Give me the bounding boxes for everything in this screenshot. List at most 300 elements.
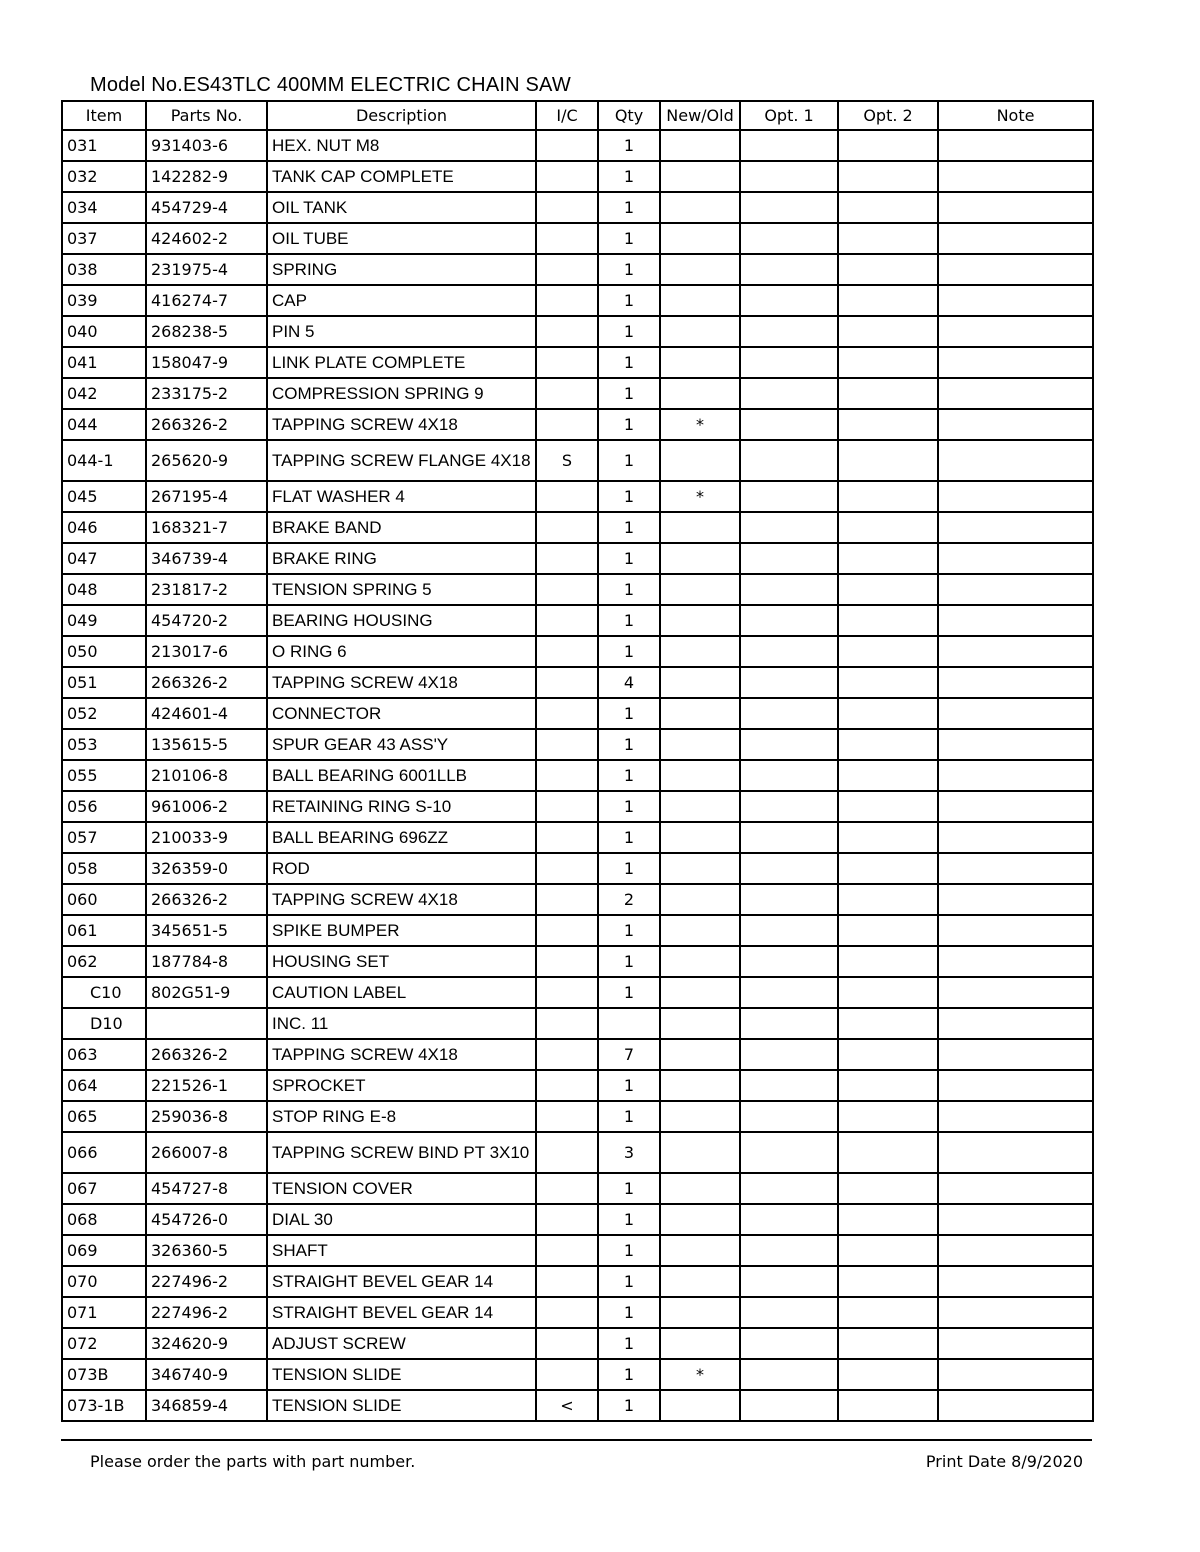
- table-row: [62, 1266, 1093, 1297]
- cell-qty: 3: [598, 1132, 660, 1173]
- cell-opt-1: [740, 481, 838, 512]
- cell-parts-no: 454727-8: [146, 1173, 267, 1204]
- table-row: [62, 698, 1093, 729]
- cell-opt-2: [838, 161, 938, 192]
- column-header-new-old: New/Old: [660, 101, 740, 130]
- cell-item: 064: [62, 1070, 146, 1101]
- cell-description: FLAT WASHER 4: [267, 481, 536, 512]
- cell-new-old: *: [660, 1359, 740, 1390]
- cell-description: TAPPING SCREW 4X18: [267, 1039, 536, 1070]
- cell-new-old: [660, 161, 740, 192]
- cell-item: 041: [62, 347, 146, 378]
- cell-ic: [536, 378, 598, 409]
- cell-description: STOP RING E-8: [267, 1101, 536, 1132]
- cell-item: 051: [62, 667, 146, 698]
- parts-table-body: [62, 130, 1093, 1421]
- cell-parts-no: 266007-8: [146, 1132, 267, 1173]
- cell-qty: 1: [598, 574, 660, 605]
- cell-new-old: [660, 1297, 740, 1328]
- cell-opt-2: [838, 440, 938, 481]
- cell-opt-2: [838, 760, 938, 791]
- cell-item: 060: [62, 884, 146, 915]
- cell-item: 073B: [62, 1359, 146, 1390]
- cell-ic: [536, 543, 598, 574]
- cell-ic: [536, 1266, 598, 1297]
- cell-qty: 1: [598, 760, 660, 791]
- table-row: [62, 946, 1093, 977]
- cell-note: [938, 574, 1093, 605]
- cell-ic: [536, 130, 598, 161]
- cell-opt-2: [838, 1039, 938, 1070]
- cell-note: [938, 1266, 1093, 1297]
- cell-parts-no: 346740-9: [146, 1359, 267, 1390]
- cell-item: 067: [62, 1173, 146, 1204]
- column-header-note: Note: [938, 101, 1093, 130]
- cell-opt-1: [740, 1039, 838, 1070]
- cell-qty: 1: [598, 347, 660, 378]
- cell-note: [938, 698, 1093, 729]
- cell-note: [938, 1328, 1093, 1359]
- cell-new-old: [660, 512, 740, 543]
- cell-ic: [536, 636, 598, 667]
- cell-ic: [536, 481, 598, 512]
- cell-item: C10: [62, 977, 146, 1008]
- table-row: [62, 130, 1093, 161]
- cell-opt-2: [838, 729, 938, 760]
- cell-opt-1: [740, 285, 838, 316]
- cell-note: [938, 853, 1093, 884]
- cell-parts-no: 233175-2: [146, 378, 267, 409]
- cell-parts-no: 802G51-9: [146, 977, 267, 1008]
- cell-parts-no: 221526-1: [146, 1070, 267, 1101]
- cell-new-old: [660, 1101, 740, 1132]
- cell-item: 042: [62, 378, 146, 409]
- cell-note: [938, 440, 1093, 481]
- cell-qty: 1: [598, 1359, 660, 1390]
- cell-item: 055: [62, 760, 146, 791]
- cell-new-old: [660, 130, 740, 161]
- cell-ic: [536, 1132, 598, 1173]
- table-row: [62, 1328, 1093, 1359]
- cell-note: [938, 884, 1093, 915]
- cell-new-old: [660, 729, 740, 760]
- cell-parts-no: 168321-7: [146, 512, 267, 543]
- column-header-qty: Qty: [598, 101, 660, 130]
- cell-opt-2: [838, 1132, 938, 1173]
- cell-new-old: [660, 285, 740, 316]
- cell-ic: [536, 884, 598, 915]
- cell-note: [938, 915, 1093, 946]
- cell-parts-no: 424601-4: [146, 698, 267, 729]
- cell-description: LINK PLATE COMPLETE: [267, 347, 536, 378]
- cell-opt-1: [740, 729, 838, 760]
- table-row: [62, 667, 1093, 698]
- cell-opt-2: [838, 481, 938, 512]
- cell-ic: [536, 1204, 598, 1235]
- cell-ic: [536, 254, 598, 285]
- cell-new-old: [660, 574, 740, 605]
- cell-opt-1: [740, 760, 838, 791]
- cell-opt-1: [740, 1008, 838, 1039]
- cell-description: OIL TANK: [267, 192, 536, 223]
- cell-new-old: [660, 347, 740, 378]
- cell-item: 046: [62, 512, 146, 543]
- cell-parts-no: 231975-4: [146, 254, 267, 285]
- cell-new-old: [660, 822, 740, 853]
- cell-item: 068: [62, 1204, 146, 1235]
- cell-opt-2: [838, 791, 938, 822]
- footer-order-note: Please order the parts with part number.: [90, 1452, 416, 1471]
- cell-ic: [536, 822, 598, 853]
- cell-parts-no: 267195-4: [146, 481, 267, 512]
- cell-parts-no: 345651-5: [146, 915, 267, 946]
- cell-new-old: [660, 1070, 740, 1101]
- footer-print-date: Print Date 8/9/2020: [925, 1452, 1083, 1471]
- cell-qty: 4: [598, 667, 660, 698]
- cell-new-old: [660, 791, 740, 822]
- cell-opt-2: [838, 667, 938, 698]
- cell-opt-1: [740, 1359, 838, 1390]
- cell-parts-no: 326360-5: [146, 1235, 267, 1266]
- cell-item: 070: [62, 1266, 146, 1297]
- cell-new-old: *: [660, 409, 740, 440]
- cell-description: HEX. NUT M8: [267, 130, 536, 161]
- cell-qty: 1: [598, 822, 660, 853]
- cell-qty: 1: [598, 130, 660, 161]
- cell-description: HOUSING SET: [267, 946, 536, 977]
- cell-opt-2: [838, 946, 938, 977]
- cell-qty: 1: [598, 1070, 660, 1101]
- cell-opt-2: [838, 223, 938, 254]
- cell-qty: 1: [598, 378, 660, 409]
- cell-ic: [536, 192, 598, 223]
- cell-qty: 1: [598, 254, 660, 285]
- cell-ic: [536, 512, 598, 543]
- table-row: [62, 543, 1093, 574]
- cell-item: 056: [62, 791, 146, 822]
- cell-opt-1: [740, 1328, 838, 1359]
- cell-parts-no: 324620-9: [146, 1328, 267, 1359]
- cell-new-old: [660, 316, 740, 347]
- cell-qty: 1: [598, 698, 660, 729]
- cell-opt-2: [838, 543, 938, 574]
- cell-item: 044: [62, 409, 146, 440]
- cell-description: TENSION SPRING 5: [267, 574, 536, 605]
- cell-parts-no: 158047-9: [146, 347, 267, 378]
- cell-opt-2: [838, 636, 938, 667]
- cell-opt-2: [838, 977, 938, 1008]
- cell-qty: 1: [598, 409, 660, 440]
- cell-note: [938, 1039, 1093, 1070]
- cell-item: 031: [62, 130, 146, 161]
- cell-note: [938, 347, 1093, 378]
- cell-opt-2: [838, 130, 938, 161]
- cell-item: 071: [62, 1297, 146, 1328]
- cell-item: 053: [62, 729, 146, 760]
- cell-new-old: [660, 946, 740, 977]
- cell-opt-1: [740, 853, 838, 884]
- cell-item: 038: [62, 254, 146, 285]
- cell-opt-2: [838, 853, 938, 884]
- cell-parts-no: 210033-9: [146, 822, 267, 853]
- cell-ic: [536, 977, 598, 1008]
- cell-opt-2: [838, 409, 938, 440]
- cell-item: 047: [62, 543, 146, 574]
- cell-item: 049: [62, 605, 146, 636]
- cell-opt-1: [740, 161, 838, 192]
- cell-opt-2: [838, 1008, 938, 1039]
- cell-new-old: [660, 884, 740, 915]
- cell-ic: [536, 946, 598, 977]
- cell-description: SHAFT: [267, 1235, 536, 1266]
- cell-ic: S: [536, 440, 598, 481]
- cell-opt-1: [740, 1297, 838, 1328]
- cell-opt-1: [740, 543, 838, 574]
- cell-ic: [536, 285, 598, 316]
- cell-opt-2: [838, 605, 938, 636]
- cell-item: 045: [62, 481, 146, 512]
- cell-opt-1: [740, 1173, 838, 1204]
- cell-opt-2: [838, 378, 938, 409]
- cell-new-old: [660, 1390, 740, 1421]
- cell-note: [938, 512, 1093, 543]
- cell-qty: 1: [598, 605, 660, 636]
- cell-qty: 1: [598, 1235, 660, 1266]
- table-row: [62, 409, 1093, 440]
- cell-opt-2: [838, 285, 938, 316]
- cell-item: 062: [62, 946, 146, 977]
- table-row: [62, 605, 1093, 636]
- cell-item: 044-1: [62, 440, 146, 481]
- cell-item: 073-1B: [62, 1390, 146, 1421]
- table-row: [62, 512, 1093, 543]
- cell-ic: [536, 1328, 598, 1359]
- cell-note: [938, 1070, 1093, 1101]
- cell-qty: 1: [598, 1328, 660, 1359]
- cell-qty: 1: [598, 853, 660, 884]
- table-row: [62, 1039, 1093, 1070]
- cell-ic: [536, 853, 598, 884]
- cell-note: [938, 760, 1093, 791]
- cell-description: BRAKE BAND: [267, 512, 536, 543]
- cell-item: 065: [62, 1101, 146, 1132]
- parts-table: [61, 100, 1094, 1422]
- table-row: [62, 1070, 1093, 1101]
- cell-opt-2: [838, 884, 938, 915]
- cell-item: 039: [62, 285, 146, 316]
- cell-new-old: [660, 1173, 740, 1204]
- cell-opt-2: [838, 1359, 938, 1390]
- table-header-row: [62, 101, 1093, 130]
- cell-qty: 1: [598, 791, 660, 822]
- table-row: [62, 1235, 1093, 1266]
- cell-opt-1: [740, 1204, 838, 1235]
- cell-qty: 1: [598, 285, 660, 316]
- cell-opt-1: [740, 822, 838, 853]
- cell-item: 063: [62, 1039, 146, 1070]
- cell-new-old: [660, 192, 740, 223]
- cell-ic: [536, 1101, 598, 1132]
- cell-qty: 1: [598, 316, 660, 347]
- cell-opt-2: [838, 1266, 938, 1297]
- cell-description: TENSION SLIDE: [267, 1359, 536, 1390]
- cell-description: O RING 6: [267, 636, 536, 667]
- cell-note: [938, 161, 1093, 192]
- cell-opt-2: [838, 574, 938, 605]
- cell-description: TANK CAP COMPLETE: [267, 161, 536, 192]
- column-header-item: Item: [62, 101, 146, 130]
- cell-qty: 1: [598, 481, 660, 512]
- table-row: [62, 192, 1093, 223]
- cell-parts-no: 424602-2: [146, 223, 267, 254]
- cell-parts-no: 961006-2: [146, 791, 267, 822]
- cell-opt-1: [740, 130, 838, 161]
- cell-qty: 1: [598, 915, 660, 946]
- cell-description: TENSION SLIDE: [267, 1390, 536, 1421]
- cell-note: [938, 946, 1093, 977]
- cell-new-old: [660, 667, 740, 698]
- cell-new-old: [660, 760, 740, 791]
- cell-new-old: [660, 440, 740, 481]
- cell-opt-2: [838, 1070, 938, 1101]
- cell-opt-2: [838, 254, 938, 285]
- cell-new-old: [660, 698, 740, 729]
- cell-parts-no: 454729-4: [146, 192, 267, 223]
- cell-new-old: [660, 1328, 740, 1359]
- cell-note: [938, 378, 1093, 409]
- cell-note: [938, 223, 1093, 254]
- cell-parts-no: 268238-5: [146, 316, 267, 347]
- cell-description: INC. 11: [267, 1008, 536, 1039]
- cell-opt-1: [740, 512, 838, 543]
- cell-note: [938, 1204, 1093, 1235]
- cell-opt-2: [838, 316, 938, 347]
- table-row: [62, 254, 1093, 285]
- cell-opt-2: [838, 822, 938, 853]
- cell-note: [938, 791, 1093, 822]
- table-row: [62, 636, 1093, 667]
- cell-ic: [536, 1070, 598, 1101]
- cell-ic: [536, 409, 598, 440]
- table-row: [62, 285, 1093, 316]
- cell-qty: [598, 1008, 660, 1039]
- cell-qty: 1: [598, 1101, 660, 1132]
- cell-note: [938, 254, 1093, 285]
- table-row: [62, 853, 1093, 884]
- cell-parts-no: 266326-2: [146, 409, 267, 440]
- cell-opt-1: [740, 791, 838, 822]
- cell-opt-1: [740, 440, 838, 481]
- cell-description: ROD: [267, 853, 536, 884]
- cell-opt-2: [838, 1204, 938, 1235]
- cell-opt-1: [740, 254, 838, 285]
- cell-item: 072: [62, 1328, 146, 1359]
- cell-parts-no: 213017-6: [146, 636, 267, 667]
- cell-qty: 1: [598, 1173, 660, 1204]
- cell-qty: 1: [598, 161, 660, 192]
- cell-ic: [536, 161, 598, 192]
- column-header-ic: I/C: [536, 101, 598, 130]
- cell-qty: 2: [598, 884, 660, 915]
- cell-opt-2: [838, 915, 938, 946]
- cell-parts-no: 416274-7: [146, 285, 267, 316]
- cell-opt-1: [740, 409, 838, 440]
- cell-opt-1: [740, 605, 838, 636]
- cell-description: PIN 5: [267, 316, 536, 347]
- cell-ic: [536, 915, 598, 946]
- cell-description: SPIKE BUMPER: [267, 915, 536, 946]
- column-header-opt-2: Opt. 2: [838, 101, 938, 130]
- cell-item: 040: [62, 316, 146, 347]
- cell-opt-2: [838, 1297, 938, 1328]
- cell-description: BALL BEARING 696ZZ: [267, 822, 536, 853]
- cell-opt-2: [838, 347, 938, 378]
- cell-qty: 1: [598, 223, 660, 254]
- table-row: [62, 1173, 1093, 1204]
- cell-parts-no: 931403-6: [146, 130, 267, 161]
- cell-opt-1: [740, 667, 838, 698]
- cell-parts-no: 227496-2: [146, 1266, 267, 1297]
- cell-opt-2: [838, 192, 938, 223]
- cell-ic: [536, 605, 598, 636]
- cell-ic: [536, 1235, 598, 1266]
- cell-description: CAUTION LABEL: [267, 977, 536, 1008]
- cell-qty: 1: [598, 1266, 660, 1297]
- table-row: [62, 729, 1093, 760]
- cell-ic: [536, 1359, 598, 1390]
- cell-parts-no: 266326-2: [146, 1039, 267, 1070]
- table-row: [62, 1101, 1093, 1132]
- table-row: [62, 223, 1093, 254]
- cell-description: STRAIGHT BEVEL GEAR 14: [267, 1297, 536, 1328]
- cell-opt-1: [740, 977, 838, 1008]
- cell-parts-no: [146, 1008, 267, 1039]
- cell-note: [938, 977, 1093, 1008]
- cell-item: 032: [62, 161, 146, 192]
- cell-opt-1: [740, 1235, 838, 1266]
- cell-note: [938, 409, 1093, 440]
- cell-qty: 1: [598, 977, 660, 1008]
- cell-note: [938, 1390, 1093, 1421]
- table-row: [62, 1390, 1093, 1421]
- table-row: [62, 1008, 1093, 1039]
- cell-item: 061: [62, 915, 146, 946]
- cell-note: [938, 1132, 1093, 1173]
- table-row: [62, 1297, 1093, 1328]
- cell-new-old: [660, 636, 740, 667]
- cell-qty: 1: [598, 636, 660, 667]
- cell-note: [938, 285, 1093, 316]
- cell-note: [938, 543, 1093, 574]
- cell-parts-no: 142282-9: [146, 161, 267, 192]
- cell-parts-no: 266326-2: [146, 667, 267, 698]
- cell-opt-1: [740, 884, 838, 915]
- cell-parts-no: 187784-8: [146, 946, 267, 977]
- table-row: [62, 161, 1093, 192]
- cell-ic: [536, 1173, 598, 1204]
- cell-qty: 1: [598, 543, 660, 574]
- cell-description: BEARING HOUSING: [267, 605, 536, 636]
- cell-opt-1: [740, 636, 838, 667]
- cell-description: OIL TUBE: [267, 223, 536, 254]
- cell-qty: 1: [598, 946, 660, 977]
- cell-new-old: [660, 605, 740, 636]
- cell-description: ADJUST SCREW: [267, 1328, 536, 1359]
- table-row: [62, 915, 1093, 946]
- cell-qty: 1: [598, 1390, 660, 1421]
- cell-opt-1: [740, 192, 838, 223]
- cell-ic: [536, 574, 598, 605]
